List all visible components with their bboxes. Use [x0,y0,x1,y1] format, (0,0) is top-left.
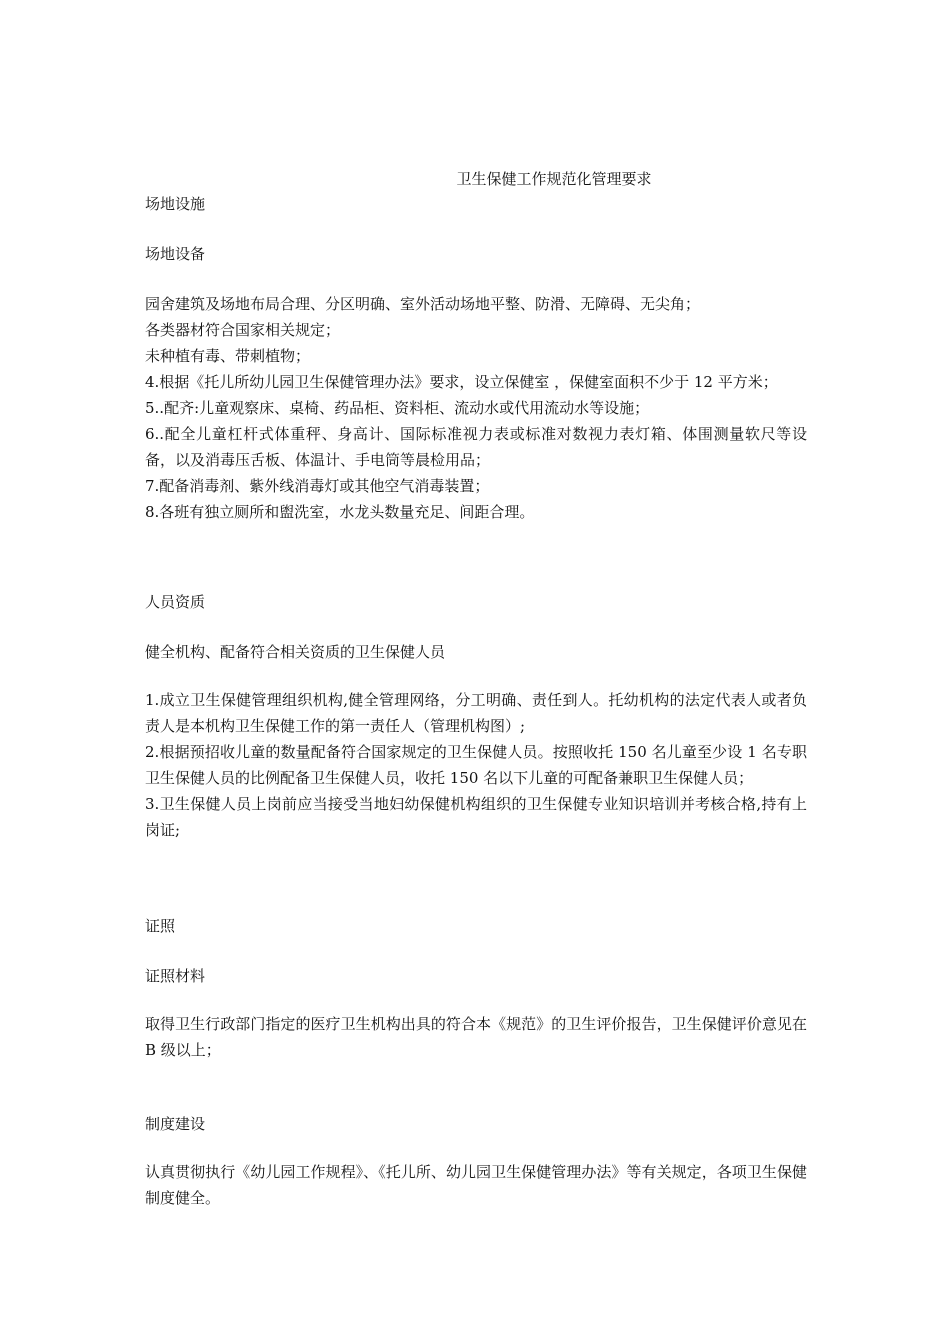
section-list [145,687,807,843]
list-item: 5..配齐:儿童观察床、桌椅、药品柜、资料柜、流动水或代用流动水等设施； [145,399,650,417]
list-item: 1.成立卫生保健管理组织机构,健全管理网络，分工明确、责任到人。托幼机构的法定代表人或者负责人是本机构卫生保健工作的第一责任人（管理机构图）; [145,691,807,735]
list-item: 4.根据《托儿所幼儿园卫生保健管理办法》要求，设立保健室 ，保健室面积不少于 12 平方米； [145,373,778,391]
section-heading: 制度建设 [145,1115,206,1133]
section-subheading: 场地设备 [145,245,206,263]
section-subheading: 证照材料 [145,967,206,985]
list-item: 各类器材符合国家相关规定； [145,321,341,339]
section-subheading: 健全机构、配备符合相关资质的卫生保健人员 [145,643,446,661]
list-item: 取得卫生行政部门指定的医疗卫生机构出具的符合本《规范》的卫生评价报告，卫生保健评价意见在 B 级以上； [145,1015,807,1059]
document-title: 卫生保健工作规范化管理要求 [456,170,652,188]
list-item: 6..配全儿童杠杆式体重秤、身高计、国际标准视力表或标准对数视力表灯箱、体围测量软尺等设备，以及消毒压舌板、体温计、手电筒等晨检用品； [145,425,807,469]
section-list [145,1011,807,1063]
list-item: 未种植有毒、带刺植物； [145,347,311,365]
section-heading: 场地设施 [145,195,206,213]
list-item: 3.卫生保健人员上岗前应当接受当地妇幼保健机构组织的卫生保健专业知识培训并考核合格,持有上岗证; [145,795,807,839]
list-item: 园舍建筑及场地布局合理、分区明确、室外活动场地平整、防滑、无障碍、无尖角； [145,295,701,313]
list-item: 2.根据预招收儿童的数量配备符合国家规定的卫生保健人员。按照收托 150 名儿童至少设 1 名专职卫生保健人员的比例配备卫生保健人员，收托 150 名以下儿童的可配备兼职卫生保健人员； [145,743,807,787]
list-item: 认真贯彻执行《幼儿园工作规程》、《托儿所、幼儿园卫生保健管理办法》等有关规定，各项卫生保健制度健全。 [145,1163,807,1207]
section-heading: 证照 [145,917,176,935]
list-item: 7.配备消毒剂、紫外线消毒灯或其他空气消毒装置； [145,477,490,495]
list-item: 8.各班有独立厕所和盥洗室，水龙头数量充足、间距合理。 [145,503,535,521]
section-list [145,291,807,525]
section-list [145,1159,807,1211]
section-heading: 人员资质 [145,593,206,611]
